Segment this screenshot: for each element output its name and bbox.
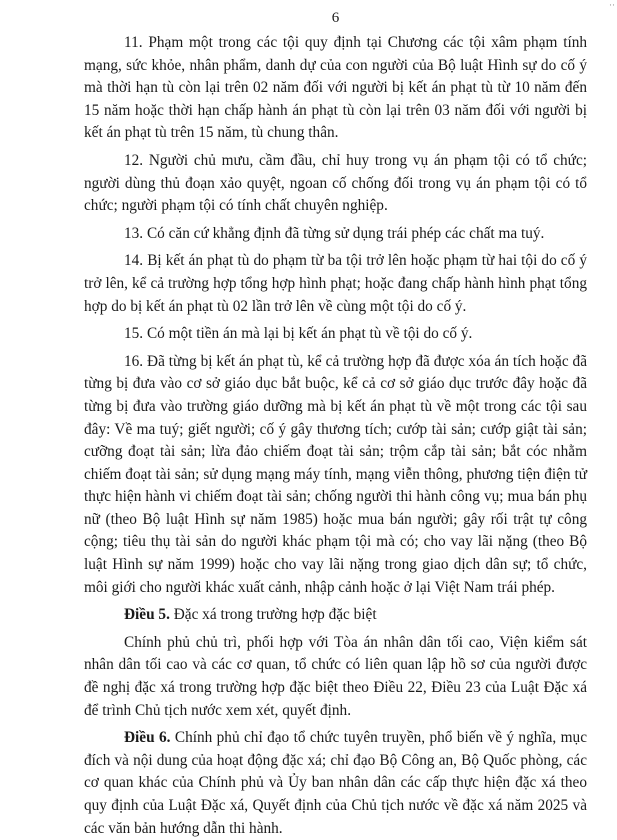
article-6 <box>84 727 587 840</box>
clause-11: 11. Phạm một trong các tội quy định tại Chương các tội xâm phạm tính mạng, sức khỏe, nhân phẩm, danh dự của con người của Bộ luật Hình sự do cố ý mà thời hạn tù còn lại trên 02 năm đối với người bị kết án phạt tù từ 10 năm đến 15 năm hoặc thời hạn chấp hành án phạt tù còn lại trên 03 năm đối với người bị kết án phạt tù trên 15 năm, tù chung thân. <box>84 34 587 142</box>
clause-15: 15. Có một tiền án mà lại bị kết án phạt tù về tội do cố ý. <box>124 325 473 343</box>
article-6-heading: Điều 6. <box>124 729 171 747</box>
article-5-title <box>84 604 587 627</box>
clause-16: 16. Đã từng bị kết án phạt tù, kể cả trường hợp đã được xóa án tích hoặc đã từng bị đưa vào cơ sở giáo dục bắt buộc, kể cả cơ sở giáo dục trước đây hoặc đã từng bị đưa vào trường giáo dưỡng mà bị kết án phạt tù về một trong các tội sau đây: Về ma tuý; giết người; cố ý gây thương tích; cướp tài sản; cướp giật tài sản; cưỡng đoạt tài sản; lừa đảo chiếm đoạt tài sản; trộm cắp tài sản; bắt cóc nhằm chiếm đoạt tài sản; sử dụng mạng máy tính, mạng viễn thông, phương tiện điện tử thực hiện hành vi chiếm đoạt tài sản; chống người thi hành công vụ; mua bán phụ nữ (theo Bộ luật Hình sự năm 1985) hoặc mua bán người; gây rối trật tự công cộng; tiêu thụ tài sản do người khác phạm tội mà có; cho vay lãi nặng (theo Bộ luật Hình sự năm 1999) hoặc cho vay lãi nặng trong giao dịch dân sự; tổ chức, môi giới cho người khác xuất cảnh, nhập cảnh hoặc ở lại Việt Nam trái phép. <box>84 352 587 596</box>
article-5-body: Chính phủ chủ trì, phối hợp với Tòa án nhân dân tối cao, Viện kiểm sát nhân dân tối cao và các cơ quan, tổ chức có liên quan lập hồ sơ của người được đề nghị đặc xá trong trường hợp đặc biệt theo Điều 22, Điều 23 của Luật Đặc xá để trình Chủ tịch nước xem xét, quyết định. <box>84 633 587 719</box>
corner-mark: ·· <box>609 0 615 10</box>
article-5-title-text: Đặc xá trong trường hợp đặc biệt <box>169 606 377 624</box>
clause-12: 12. Người chủ mưu, cầm đầu, chỉ huy trong vụ án phạm tội có tổ chức; người dùng thủ đoạn xảo quyệt, ngoan cố chống đối trong vụ án phạm tội có tổ chức; người phạm tội có tính chất chuyên nghiệp. <box>84 151 587 215</box>
clause-14: 14. Bị kết án phạt tù do phạm từ ba tội trở lên hoặc phạm từ hai tội do cố ý trở lên, kể cả trường hợp tổng hợp hình phạt; hoặc đang chấp hành hình phạt tổng hợp do bị kết án phạt tù 02 lần trở lên về cùng một tội do cố ý. <box>84 252 587 315</box>
clause-13: 13. Có căn cứ khẳng định đã từng sử dụng trái phép các chất ma tuý. <box>124 224 545 242</box>
article-6-body: Chính phủ chỉ đạo tổ chức tuyên truyền, phổ biến về ý nghĩa, mục đích và nội dung của hoạt động đặc xá; chỉ đạo Bộ Công an, Bộ Quốc phòng, các cơ quan khác của Chính phủ và Ủy ban nhân dân các cấp thực hiện đặc xá theo quy định của Luật Đặc xá, Quyết định của Chủ tịch nước về đặc xá năm 2025 và các văn bản hướng dẫn thi hành. <box>84 729 587 837</box>
page-number: 6 <box>331 10 340 26</box>
article-5-heading: Điều 5. <box>124 606 170 624</box>
